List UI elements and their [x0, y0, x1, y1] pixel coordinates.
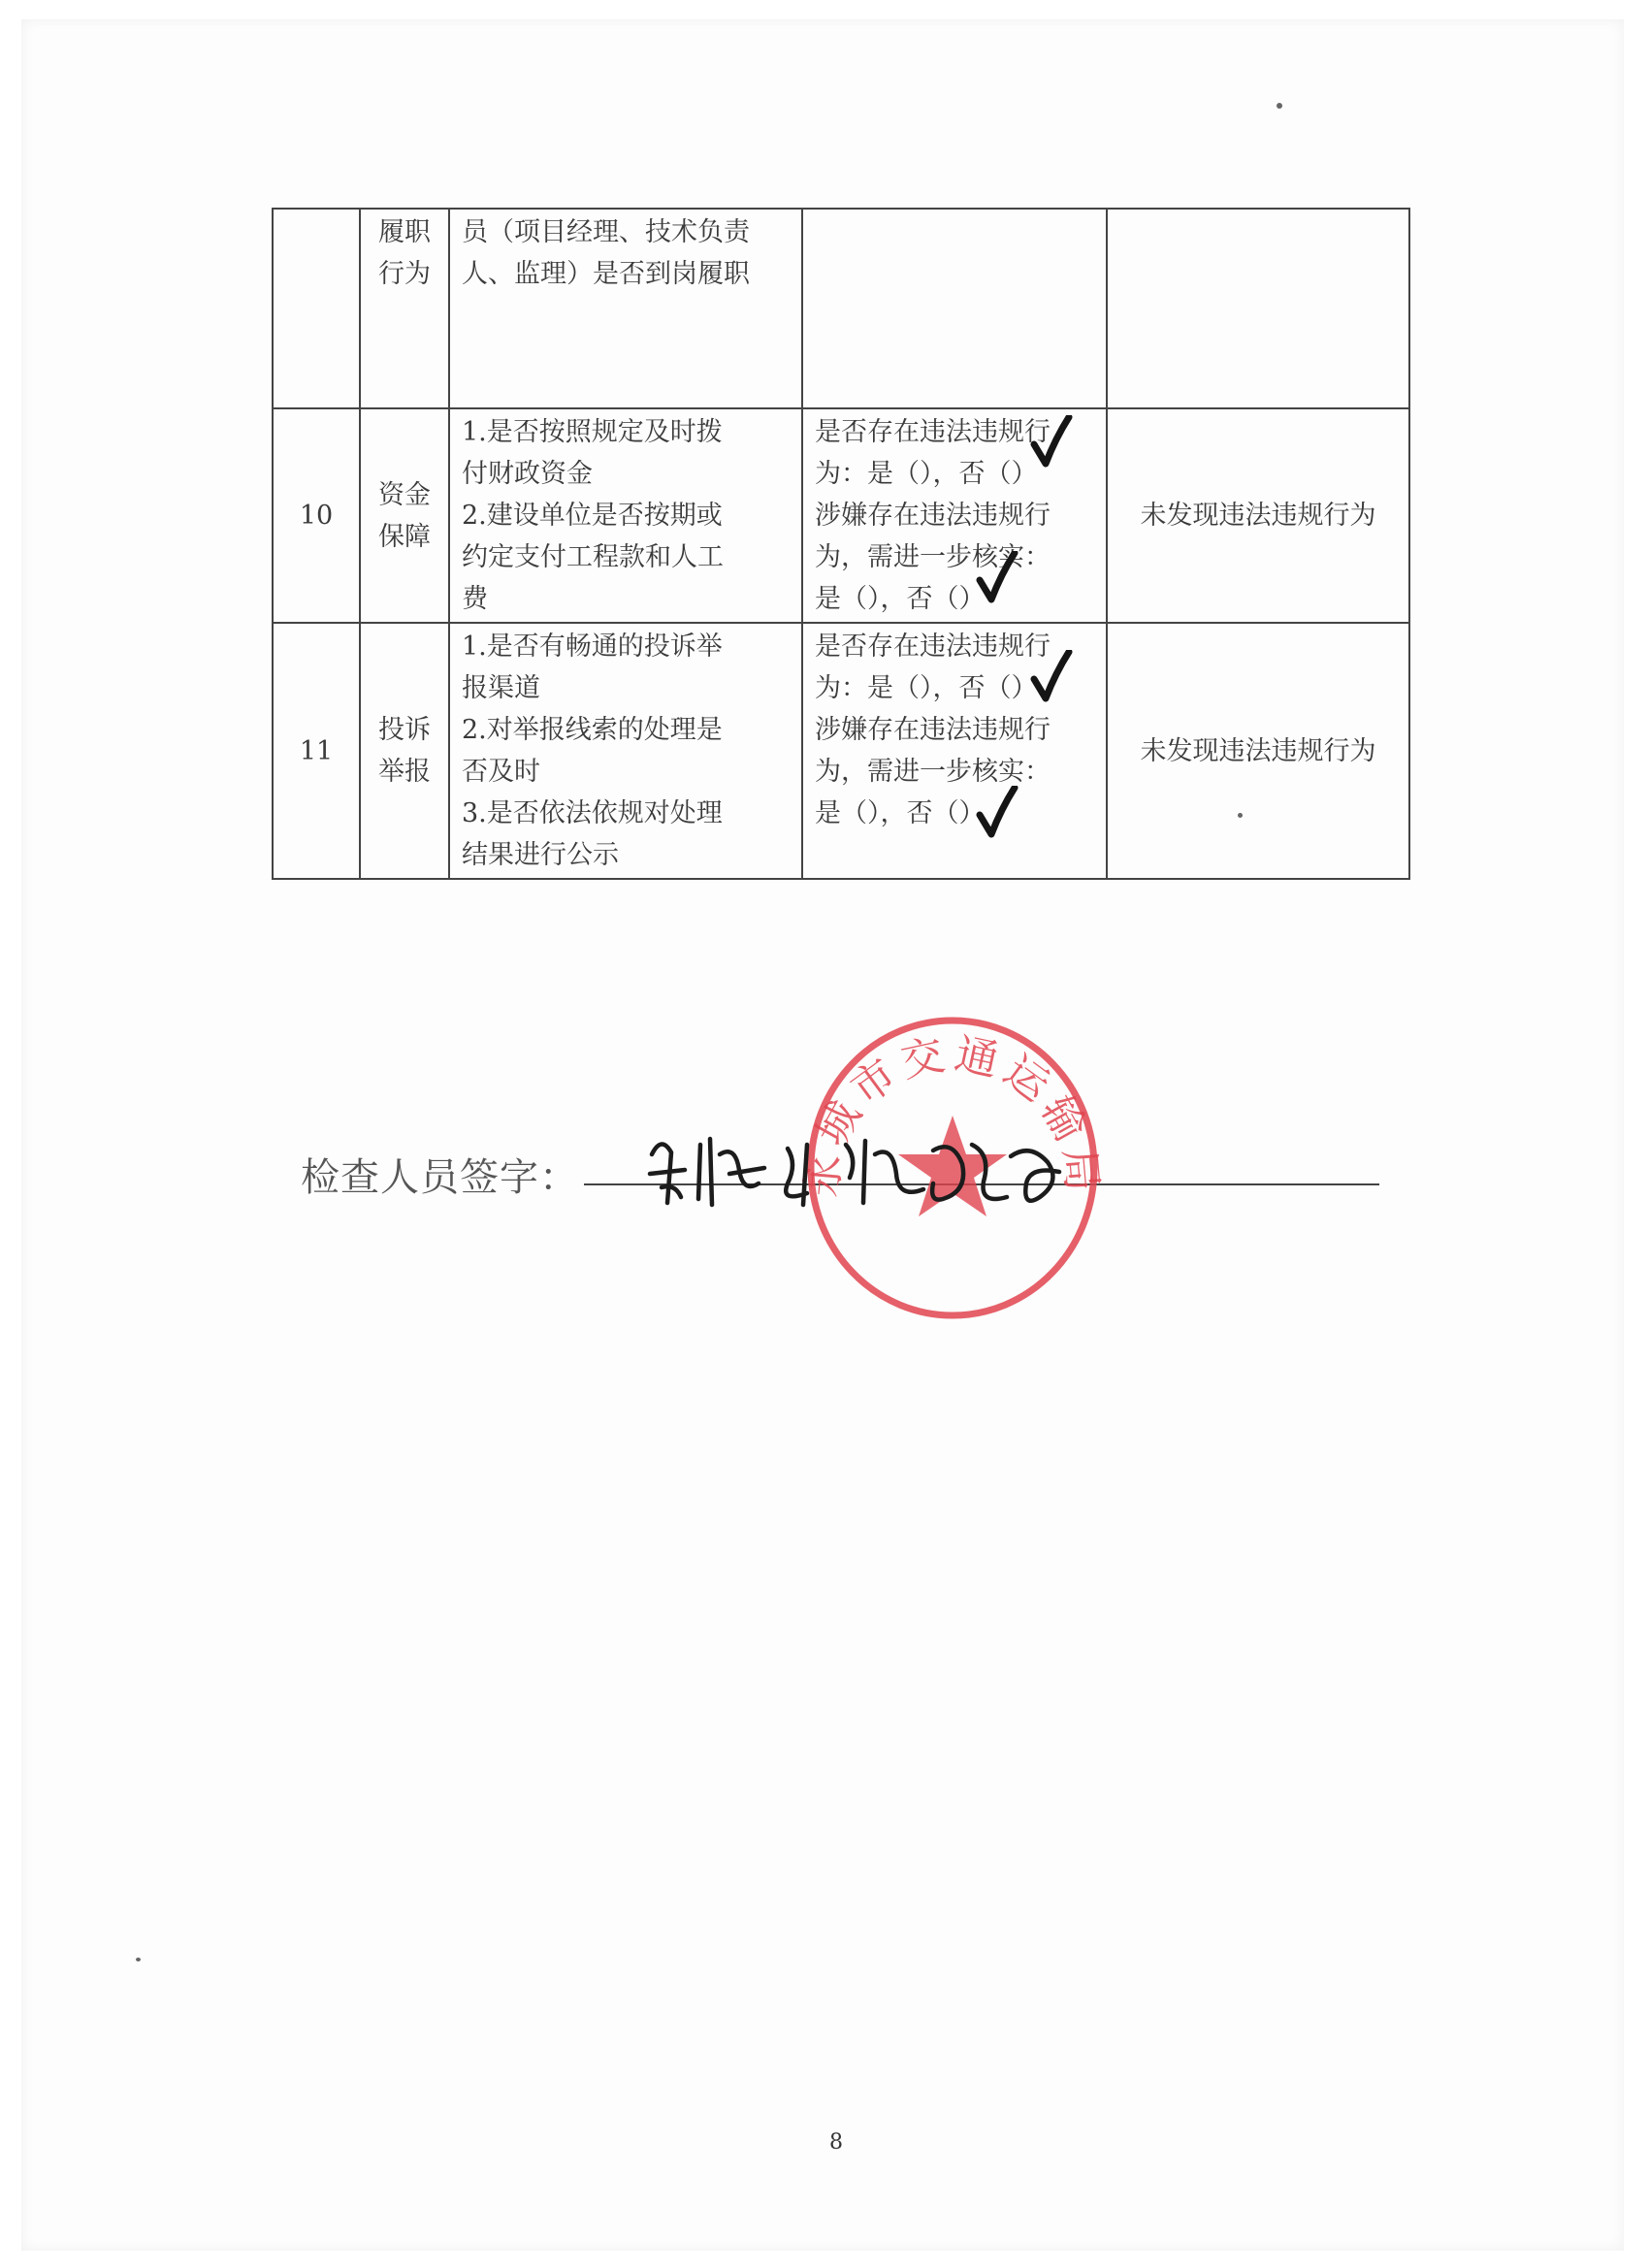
row-number — [273, 209, 360, 408]
category-line: 履职 — [378, 217, 431, 247]
row-category — [360, 209, 449, 408]
standard-line: 报渠道 — [462, 673, 540, 703]
row-result: 未发现违法违规行为 — [1107, 408, 1409, 623]
category-line: 行为 — [378, 259, 431, 289]
row-check — [802, 623, 1107, 879]
check-line: 涉嫌存在违法违规行 — [815, 715, 1051, 745]
row-check — [802, 209, 1107, 408]
check-line: 是否存在违法违规行 — [815, 632, 1051, 662]
standard-line: 2.建设单位是否按期或 — [462, 501, 723, 531]
table-row — [273, 209, 1409, 408]
seal-text: 永城市交通运输局 — [797, 1028, 1108, 1200]
standard-line: 3.是否依法依规对处理 — [462, 798, 723, 828]
check-line: 为：是（），否（） — [815, 459, 1038, 489]
row-category — [360, 623, 449, 879]
scan-speck — [136, 1958, 141, 1961]
standard-line: 员（项目经理、技术负责 — [462, 217, 750, 247]
standard-line: 人、监理）是否到岗履职 — [462, 259, 750, 289]
row-result — [1107, 209, 1409, 408]
signature-label: 检查人员签字： — [301, 1155, 579, 1200]
standard-line: 结果进行公示 — [462, 840, 619, 870]
check-line: 为：是（），否（） — [815, 673, 1038, 703]
row-standard — [449, 623, 802, 879]
check-line: 为，需进一步核实： — [815, 757, 1051, 787]
category-line: 资金 — [378, 479, 431, 510]
scan-speck — [1238, 813, 1243, 818]
standard-line: 1.是否有畅通的投诉举 — [462, 632, 723, 662]
check-line: 为，需进一步核实： — [815, 542, 1051, 572]
handwritten-signature — [642, 1116, 1098, 1232]
row-check — [802, 408, 1107, 623]
check-line: 是（），否（） — [815, 584, 986, 614]
document-page — [21, 19, 1624, 2251]
row-number: 11 — [273, 623, 360, 879]
standard-line: 费 — [462, 584, 488, 614]
table-row — [273, 408, 1409, 623]
check-line: 是（），否（） — [815, 798, 986, 828]
check-line: 是否存在违法违规行 — [815, 417, 1051, 447]
scan-speck — [1277, 103, 1282, 109]
standard-line: 否及时 — [462, 757, 540, 787]
category-line: 投诉 — [378, 715, 431, 745]
category-line: 保障 — [378, 521, 431, 552]
row-standard — [449, 209, 802, 408]
check-line: 涉嫌存在违法违规行 — [815, 501, 1051, 531]
category-line: 举报 — [378, 757, 431, 787]
row-result: 未发现违法违规行为 — [1107, 623, 1409, 879]
standard-line: 付财政资金 — [462, 459, 593, 489]
row-number: 10 — [273, 408, 360, 623]
standard-line: 约定支付工程款和人工 — [462, 542, 724, 572]
table-row — [273, 623, 1409, 879]
inspection-table — [272, 208, 1410, 880]
row-standard — [449, 408, 802, 623]
page-number: 8 — [829, 2130, 843, 2155]
standard-line: 2.对举报线索的处理是 — [462, 715, 723, 745]
row-category — [360, 408, 449, 623]
standard-line: 1.是否按照规定及时拨 — [462, 417, 723, 447]
